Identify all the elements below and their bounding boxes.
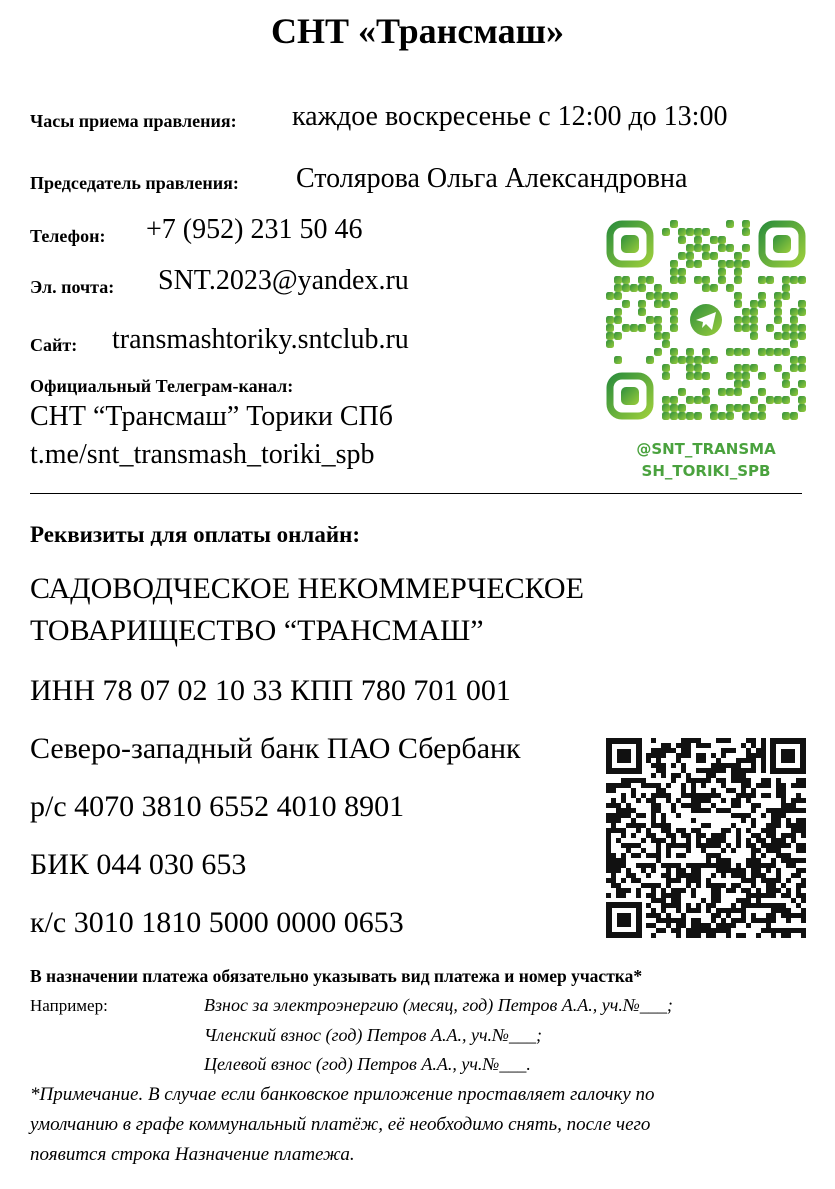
- telegram-link[interactable]: t.me/snt_transmash_toriki_spb: [30, 439, 375, 470]
- email-label: Эл. почта:: [30, 277, 115, 297]
- corr-account: к/с 3010 1810 5000 0000 0653: [30, 906, 404, 939]
- example-line: Членский взнос (год) Петров А.А., уч.№___;: [204, 1025, 543, 1045]
- payment-heading: Реквизиты для оплаты онлайн:: [30, 522, 360, 547]
- site-link[interactable]: transmashtoriky.sntclub.ru: [112, 324, 409, 355]
- caption-line-1: @SNT_TRANSMA: [636, 440, 776, 458]
- caption-line-2: SH_TORIKI_SPB: [641, 462, 771, 480]
- example-line: Целевой взнос (год) Петров А.А., уч.№___.: [204, 1054, 531, 1074]
- telegram-name: СНТ “Трансмаш” Торики СПб: [30, 401, 393, 432]
- note-line: *Примечание. В случае если банковское приложение проставляет галочку по: [30, 1084, 655, 1105]
- site-label: Сайт:: [30, 335, 78, 355]
- note-line: появится строка Назначение платежа.: [30, 1144, 355, 1165]
- org-name-line-1: САДОВОДЧЕСКОЕ НЕКОММЕРЧЕСКОЕ: [30, 572, 584, 605]
- instructions-heading: В назначении платежа обязательно указывать вид платежа и номер участка*: [30, 966, 643, 986]
- hours-value: каждое воскресенье с 12:00 до 13:00: [292, 101, 728, 132]
- telegram-label: Официальный Телеграм-канал:: [30, 376, 294, 396]
- divider: [30, 493, 802, 494]
- payment-qr-code[interactable]: [606, 738, 806, 938]
- email-link[interactable]: SNT.2023@yandex.ru: [158, 265, 409, 296]
- bik: БИК 044 030 653: [30, 848, 247, 881]
- page-title: СНТ «Трансмаш»: [270, 11, 565, 51]
- phone-label: Телефон:: [30, 226, 106, 246]
- telegram-qr-caption: [606, 438, 806, 482]
- phone-value: +7 (952) 231 50 46: [146, 214, 363, 245]
- org-name-line-2: ТОВАРИЩЕСТВО “ТРАНСМАШ”: [30, 614, 484, 647]
- bank-name: Северо-западный банк ПАО Сбербанк: [30, 732, 521, 765]
- account-number: р/с 4070 3810 6552 4010 8901: [30, 790, 405, 823]
- hours-label: Часы приема правления:: [30, 111, 237, 131]
- telegram-qr-code[interactable]: [606, 220, 806, 420]
- example-line: Взнос за электроэнергию (месяц, год) Петров А.А., уч.№___;: [204, 995, 673, 1015]
- telegram-icon: [686, 300, 726, 340]
- chair-value: Столярова Ольга Александровна: [296, 163, 688, 194]
- example-label: Например:: [30, 996, 108, 1015]
- chair-label: Председатель правления:: [30, 173, 239, 193]
- inn-kpp: ИНН 78 07 02 10 33 КПП 780 701 001: [30, 674, 511, 707]
- note-line: умолчанию в графе коммунальный платёж, её необходимо снять, после чего: [30, 1114, 651, 1135]
